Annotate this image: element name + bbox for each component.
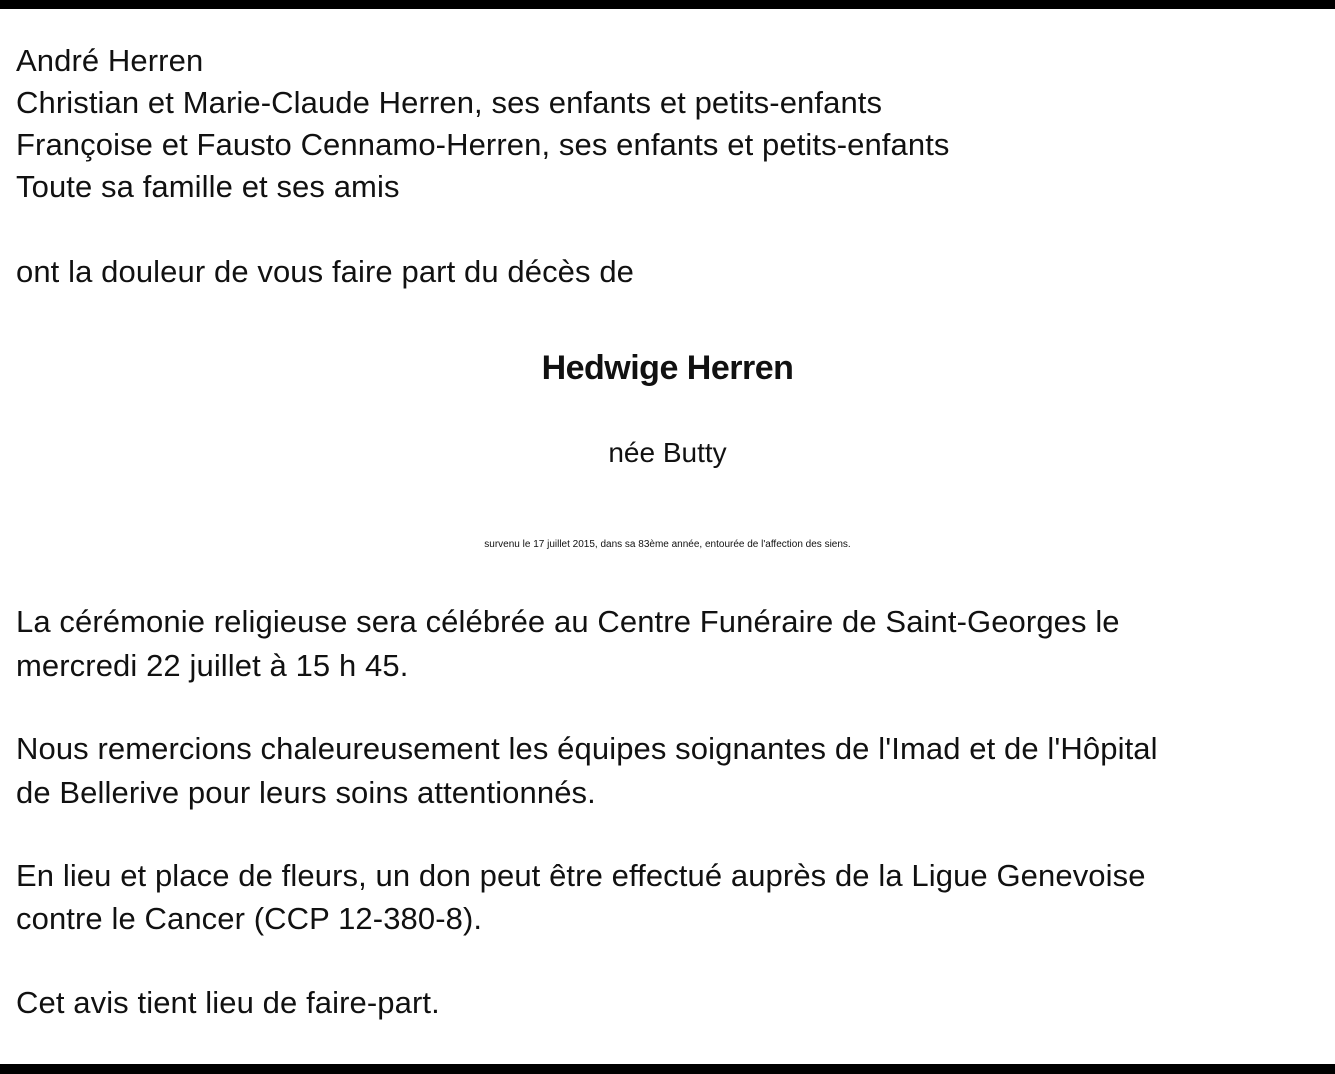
death-info-text: survenu le 17 juillet 2015, dans sa 83ème année, entourée de l'affection des siens.	[484, 539, 851, 550]
donation-line-1: En lieu et place de fleurs, un don peut être effectué auprès de la Ligue Genevoise	[16, 858, 1146, 893]
family-line-4: Toute sa famille et ses amis	[16, 169, 400, 204]
deceased-maiden-name: née Butty	[608, 437, 727, 468]
thanks-line-1: Nous remercions chaleureusement les équipes soignantes de l'Imad et de l'Hôpital	[16, 731, 1158, 766]
family-line-2: Christian et Marie-Claude Herren, ses enfants et petits-enfants	[16, 85, 883, 120]
bottom-border-rule	[0, 1064, 1335, 1074]
deceased-name: Hedwige Herren	[541, 349, 794, 387]
ceremony-line-1: La cérémonie religieuse sera célébrée au Centre Funéraire de Saint-Georges le	[16, 604, 1120, 639]
family-line-1: André Herren	[16, 43, 204, 78]
ceremony-line-2: mercredi 22 juillet à 15 h 45.	[16, 648, 409, 683]
family-line-3: Françoise et Fausto Cennamo-Herren, ses enfants et petits-enfants	[16, 127, 950, 162]
donation-line-2: contre le Cancer (CCP 12-380-8).	[16, 901, 483, 936]
closing-text: Cet avis tient lieu de faire-part.	[16, 985, 440, 1020]
top-border-rule	[0, 0, 1335, 9]
thanks-line-2: de Bellerive pour leurs soins attentionnés.	[16, 775, 596, 810]
announcement-text: ont la douleur de vous faire part du décès de	[16, 254, 635, 289]
